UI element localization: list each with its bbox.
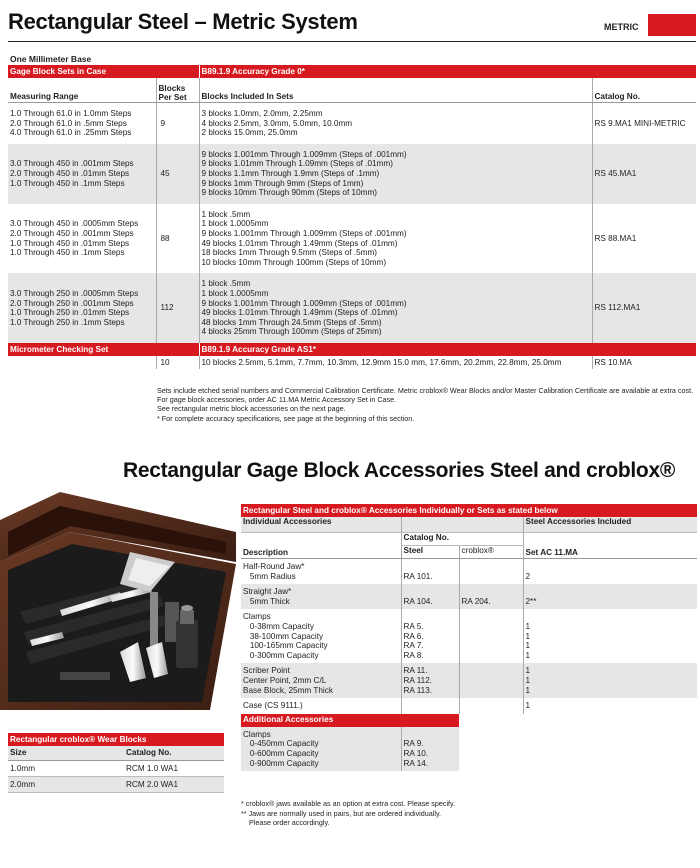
cell-included-line: 3 blocks 1.0mm, 2.0mm, 2.25mm	[201, 109, 323, 118]
cell-included	[199, 103, 592, 144]
acc-cell-set	[523, 584, 697, 609]
acc-set-line: 1	[525, 675, 531, 685]
accessory-footnotes	[241, 799, 455, 828]
additional-title-row	[241, 714, 697, 727]
acc-cell-steel	[401, 559, 459, 585]
acc-set-line	[526, 587, 698, 597]
cell-catalog: RS 88.MA1	[592, 204, 696, 274]
cell-blocks: 88	[156, 204, 199, 274]
cell-range-line: 1.0 Through 250 in .1mm Steps	[10, 317, 125, 327]
table-row	[8, 204, 696, 274]
cell-included-line: 9 blocks 1mm Through 9mm (Steps of 1mm)	[201, 178, 364, 188]
header-measuring-range: Measuring Range	[8, 78, 156, 103]
cell-range	[8, 273, 156, 343]
acc-cell-desc	[241, 663, 401, 698]
acc-steel-line	[404, 612, 459, 622]
wear-title: Rectangular croblox® Wear Blocks	[8, 733, 224, 746]
cell-included-line: 4 blocks 25mm Through 100mm (Steps of 25mm)	[201, 327, 382, 337]
base-label: One Millimeter Base	[10, 54, 92, 64]
acc-desc-line: Case (CS 9111.)	[243, 701, 303, 711]
cell-range	[8, 103, 156, 144]
metric-badge-label: METRIC	[604, 22, 639, 32]
mcs-blocks: 10	[156, 356, 199, 369]
additional-desc-line: 0-900mm Capacity	[243, 758, 319, 768]
acc-croblox-line	[462, 701, 523, 711]
title-rule	[8, 41, 696, 42]
acc-steel-line: RA 5.	[403, 621, 424, 631]
accessories-title: Rectangular Gage Block Accessories Steel and croblox®	[123, 459, 676, 482]
acc-cell-set	[523, 663, 697, 698]
cell-included-line: 1 block .5mm	[201, 279, 251, 289]
acc-set-line	[526, 612, 698, 622]
acc-cell-desc	[241, 584, 401, 609]
acc-steel-line: RA 7.	[403, 641, 424, 651]
acc-steel-line	[404, 587, 459, 597]
wear-h-catalog: Catalog No.	[124, 746, 224, 761]
mcs-included: 10 blocks 2.5mm, 5.1mm, 7.7mm, 10.3mm, 12.9mm 15.0 mm, 17.6mm, 20.2mm, 22.8mm, 25.0mm	[199, 356, 592, 369]
h-croblox: croblox®	[459, 546, 523, 559]
cell-range	[8, 204, 156, 274]
h-steel: Steel	[401, 546, 459, 559]
header-blocks-per-set: Blocks Per Set	[156, 78, 199, 103]
acc-cell-croblox	[459, 609, 523, 663]
table-row	[8, 761, 224, 777]
cell-included-line: 48 blocks 1mm Through 24.5mm (Steps of .5mm)	[201, 317, 382, 327]
acc-croblox-line	[462, 562, 523, 572]
additional-desc	[241, 727, 401, 771]
acc-croblox-line	[462, 676, 523, 686]
cell-included	[199, 273, 592, 343]
acc-cell-set	[523, 609, 697, 663]
acc-steel-line: RA 104.	[403, 596, 433, 606]
acc-set-line: 1	[525, 631, 531, 641]
cell-range-line: 3.0 Through 450 in .0005mm Steps	[10, 219, 139, 229]
acc-desc-line: 100-165mm Capacity	[243, 641, 328, 651]
acc-desc-line: Clamps	[243, 612, 271, 622]
table-row	[8, 273, 696, 343]
h-set: Set AC 11.MA	[523, 533, 697, 559]
acc-croblox-line	[462, 612, 523, 622]
section-sets-grade: B89.1.9 Accuracy Grade 0*	[199, 65, 696, 78]
metric-badge-box	[648, 14, 696, 36]
acc-header-row-1	[241, 517, 697, 533]
acc-desc-line: Straight Jaw*	[243, 587, 292, 597]
acc-desc-line: 0-300mm Capacity	[243, 650, 319, 660]
wear-header-row	[8, 746, 224, 761]
additional-steel-line: RA 9.	[403, 739, 424, 749]
acc-cell-steel	[401, 663, 459, 698]
header-blocks-included: Blocks Included In Sets	[199, 78, 592, 103]
acc-desc-line: 0-38mm Capacity	[243, 621, 314, 631]
wear-blocks-table	[8, 733, 224, 793]
acc-steel-line: RA 101.	[403, 571, 433, 581]
list-item	[241, 698, 697, 714]
acc-croblox-line	[462, 686, 523, 696]
acc-cell-set	[523, 559, 697, 585]
footnote-2: ** Jaws are normally used in pairs, but are ordered individually.	[241, 808, 442, 818]
cell-range-line: 1.0 Through 450 in .01mm Steps	[10, 238, 130, 248]
h-individual: Individual Accessories	[241, 517, 401, 533]
acc-steel-line: RA 113.	[403, 685, 433, 695]
wear-cell-size: 1.0mm	[8, 761, 124, 777]
acc-cell-croblox	[459, 559, 523, 585]
h-description: Description	[241, 533, 401, 559]
section-header-micrometer	[8, 343, 696, 356]
acc-steel-line	[404, 701, 459, 711]
acc-title-bar	[241, 504, 697, 517]
acc-steel-line: RA 8.	[403, 650, 424, 660]
acc-cell-set	[523, 698, 697, 714]
acc-cell-croblox	[459, 663, 523, 698]
cell-range-line: 3.0 Through 250 in .0005mm Steps	[10, 289, 139, 298]
additional-steel-line: RA 14.	[403, 758, 429, 768]
acc-croblox-line	[462, 622, 523, 632]
additional-title: Additional Accessories	[241, 714, 459, 727]
header-catalog: Catalog No.	[592, 78, 696, 103]
cell-included-line: 9 blocks 1.1mm Through 1.9mm (Steps of .1mm)	[201, 169, 380, 178]
acc-steel-line: RA 6.	[403, 631, 424, 641]
table-header-row	[8, 78, 696, 103]
cell-range-line: 2.0 Through 250 in .001mm Steps	[10, 298, 134, 308]
acc-set-line: 1	[525, 685, 531, 695]
acc-croblox-line: RA 204.	[461, 596, 491, 606]
wear-cell-catalog: RCM 2.0 WA1	[124, 777, 224, 793]
acc-croblox-line	[462, 587, 523, 597]
additional-steel-line	[404, 730, 460, 740]
acc-desc-line: Center Point, 2mm C/L	[243, 675, 327, 685]
set-notes	[157, 386, 693, 423]
cell-included-line: 9 blocks 1.001mm Through 1.009mm (Steps of .001mm)	[201, 298, 407, 308]
cell-included-line: 4 blocks 2.5mm, 3.0mm, 5.0mm, 10.0mm	[201, 118, 353, 128]
accessories-table	[241, 504, 697, 771]
cell-included-line: 1 block .5mm	[201, 209, 251, 219]
cell-range-line: 2.0 Through 450 in .01mm Steps	[10, 169, 130, 178]
list-item	[241, 584, 697, 609]
additional-desc-line: Clamps	[243, 729, 271, 739]
section-mcs-grade: B89.1.9 Accuracy Grade AS1*	[199, 343, 696, 356]
cell-included-line: 2 blocks 15.0mm, 25.0mm	[201, 128, 298, 138]
acc-set-line: 1	[525, 666, 531, 676]
acc-croblox-line	[462, 666, 523, 676]
acc-cell-desc	[241, 609, 401, 663]
cell-included-line: 18 blocks 1mm Through 9.5mm (Steps of .5mm)	[201, 248, 377, 258]
cell-range-line: 1.0 Through 450 in .1mm Steps	[10, 178, 125, 188]
acc-desc-line: 5mm Thick	[243, 596, 290, 606]
acc-set-line: 1	[525, 701, 531, 711]
cell-included	[199, 144, 592, 204]
wear-cell-catalog: RCM 1.0 WA1	[124, 761, 224, 777]
gage-block-set-photo-icon	[0, 492, 236, 714]
acc-cell-desc	[241, 698, 401, 714]
acc-table-title: Rectangular Steel and croblox® Accessories Individually or Sets as stated below	[241, 504, 697, 517]
acc-set-line: 1	[525, 650, 531, 660]
cell-included-line: 9 blocks 1.001mm Through 1.009mm (Steps of .001mm)	[201, 149, 407, 159]
cell-included-line: 9 blocks 1.001mm Through 1.009mm (Steps of .001mm)	[201, 229, 407, 238]
acc-cell-steel	[401, 584, 459, 609]
list-item	[241, 609, 697, 663]
cell-blocks: 112	[156, 273, 199, 343]
acc-set-line: 1	[525, 641, 531, 651]
acc-cell-steel	[401, 609, 459, 663]
acc-cell-croblox	[459, 698, 523, 714]
gage-block-sets-table	[8, 65, 696, 369]
list-item	[241, 559, 697, 585]
footnote-3: Please order accordingly.	[241, 818, 330, 828]
cell-included-line: 10 blocks 10mm Through 100mm (Steps of 10mm)	[201, 257, 387, 267]
page-title: Rectangular Steel – Metric System	[8, 9, 358, 34]
cell-catalog: RS 45.MA1	[592, 144, 696, 204]
note-2: For gage block accessories, order AC 11.MA Metric Accessory Set in Case.	[157, 395, 397, 405]
section-sets-label: Gage Block Sets in Case	[8, 65, 199, 78]
acc-croblox-line	[462, 641, 523, 651]
acc-desc-line: 5mm Radius	[243, 571, 296, 581]
cell-range-line: 4.0 Through 61.0 in .25mm Steps	[10, 128, 132, 138]
cell-included-line: 49 blocks 1.01mm Through 1.49mm (Steps of .01mm)	[201, 308, 398, 318]
acc-cell-desc	[241, 559, 401, 585]
additional-desc-line: 0-600mm Capacity	[243, 748, 319, 758]
cell-range-line: 2.0 Through 450 in .001mm Steps	[10, 229, 134, 238]
acc-desc-line: Half-Round Jaw*	[243, 562, 305, 571]
acc-steel-line: RA 112.	[403, 675, 433, 685]
cell-included-line: 1 block 1.0005mm	[201, 289, 269, 298]
additional-steel	[401, 727, 459, 771]
section-mcs-label: Micrometer Checking Set	[8, 343, 199, 356]
cell-included-line: 1 block 1.0005mm	[201, 219, 269, 229]
acc-steel-line	[404, 562, 459, 572]
acc-desc-line: Base Block, 25mm Thick	[243, 685, 333, 695]
acc-steel-line: RA 11.	[403, 666, 428, 676]
wear-title-bar	[8, 733, 224, 746]
h-steel-included: Steel Accessories Included	[523, 517, 697, 533]
cell-range-line: 1.0 Through 61.0 in 1.0mm Steps	[10, 109, 132, 118]
mcs-row	[8, 356, 696, 369]
acc-cell-croblox	[459, 584, 523, 609]
h-catalog: Catalog No.	[401, 533, 523, 546]
cell-range-line: 1.0 Through 450 in .1mm Steps	[10, 248, 125, 258]
table-row	[8, 103, 696, 144]
cell-included-line: 49 blocks 1.01mm Through 1.49mm (Steps of .01mm)	[201, 238, 398, 248]
cell-catalog: RS 112.MA1	[592, 273, 696, 343]
acc-set-line	[526, 562, 698, 572]
note-4: * For complete accuracy specifications, see page at the beginning of this section.	[157, 413, 415, 423]
cell-range-line: 2.0 Through 61.0 in .5mm Steps	[10, 118, 127, 128]
cell-included-line: 9 blocks 1.01mm Through 1.09mm (Steps of .01mm)	[201, 159, 393, 169]
cell-range-line: 1.0 Through 250 in .01mm Steps	[10, 308, 130, 318]
acc-cell-steel	[401, 698, 459, 714]
list-item	[241, 663, 697, 698]
table-row	[8, 777, 224, 793]
acc-desc-line: Scriber Point	[243, 666, 290, 676]
additional-steel-line: RA 10.	[403, 748, 429, 758]
acc-croblox-line	[462, 651, 523, 661]
cell-blocks: 9	[156, 103, 199, 144]
acc-set-line: 1	[525, 621, 531, 631]
cell-included-line: 9 blocks 10mm Through 90mm (Steps of 10mm)	[201, 188, 377, 198]
cell-included	[199, 204, 592, 274]
acc-set-line: 2**	[525, 596, 537, 606]
wear-h-size: Size	[8, 746, 124, 761]
note-3: See rectangular metric block accessories on the next page.	[157, 404, 346, 414]
cell-range-line: 3.0 Through 450 in .001mm Steps	[10, 159, 134, 169]
additional-row	[241, 727, 697, 771]
section-header-sets	[8, 65, 696, 78]
table-row	[8, 144, 696, 204]
note-1: Sets include etched serial numbers and Commercial Calibration Certificate. Metric croblox® Wear Blocks and/or Master Calibration Certificate are available at extra cost.	[157, 386, 694, 395]
acc-desc-line: 38-100mm Capacity	[243, 631, 324, 641]
acc-croblox-line	[462, 572, 523, 582]
cell-catalog: RS 9.MA1 MINI-METRIC	[592, 103, 696, 144]
mcs-catalog: RS 10.MA	[592, 356, 696, 369]
footnote-1: * croblox® jaws available as an option at extra cost. Please specify.	[241, 799, 456, 808]
acc-croblox-line	[462, 632, 523, 642]
cell-blocks: 45	[156, 144, 199, 204]
acc-header-row-2	[241, 533, 697, 546]
additional-desc-line: 0-450mm Capacity	[243, 739, 319, 749]
wear-cell-size: 2.0mm	[8, 777, 124, 793]
cell-range	[8, 144, 156, 204]
acc-set-line: 2	[525, 571, 531, 581]
